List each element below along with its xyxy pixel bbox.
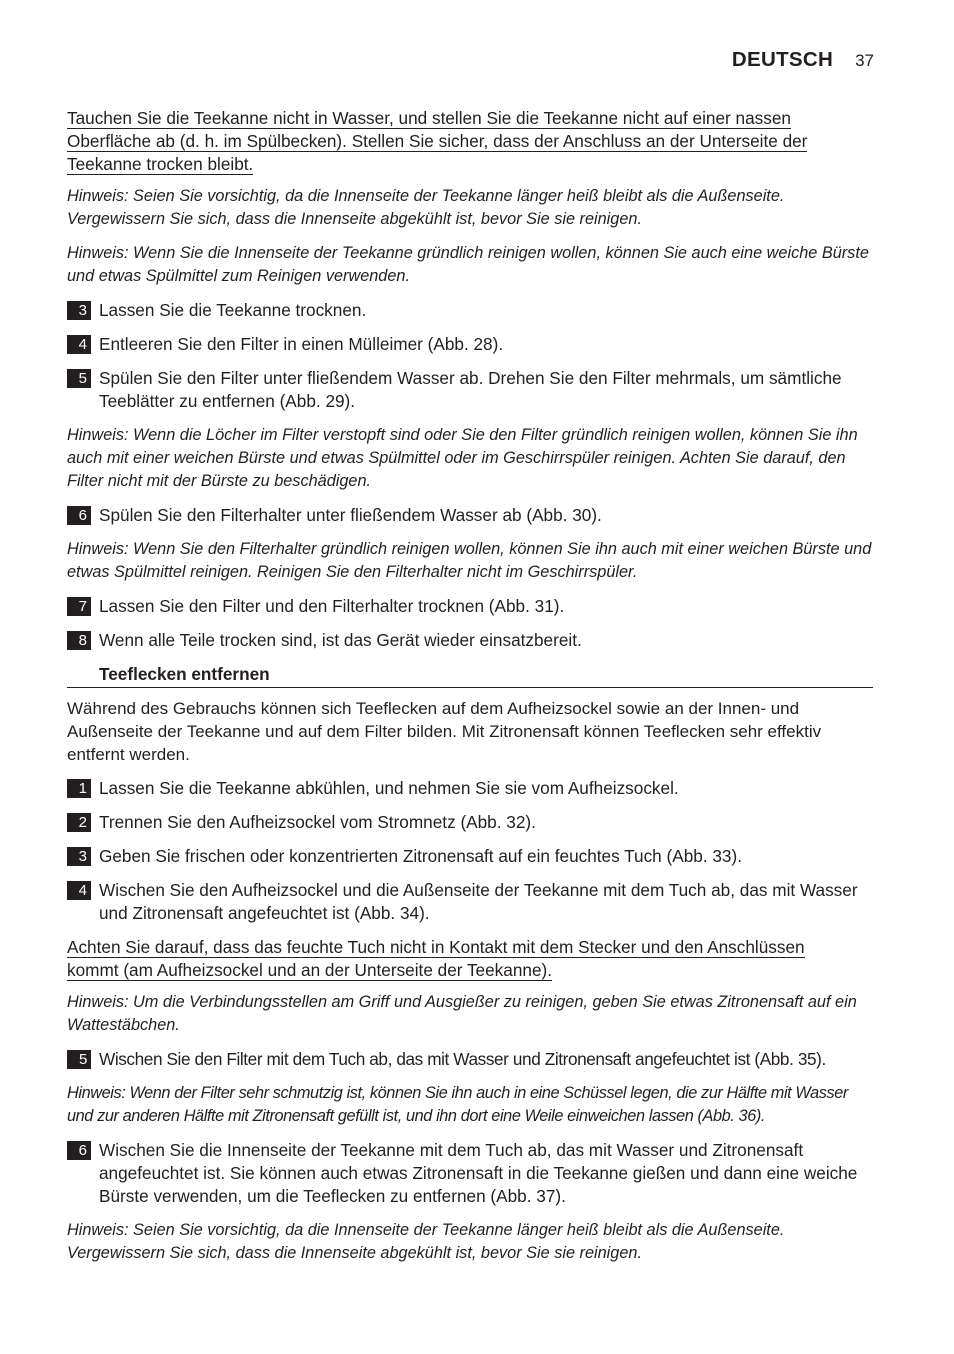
warning-line: kommt (am Aufheizsockel und an der Unterseite der Teekanne). <box>67 960 552 980</box>
step-number: 3 <box>67 301 91 320</box>
language-label: DEUTSCH <box>731 48 834 71</box>
step-number: 7 <box>67 597 91 616</box>
step-item <box>67 811 873 834</box>
step-text: Entleeren Sie den Filter in einen Mülleimer (Abb. 28). <box>99 334 504 354</box>
warning-line: Achten Sie darauf, dass das feuchte Tuch nicht in Kontakt mit dem Stecker und den Anschlüssen <box>67 937 805 957</box>
step-item <box>67 595 873 618</box>
step-text: Wenn alle Teile trocken sind, ist das Gerät wieder einsatzbereit. <box>99 630 582 650</box>
step-item <box>67 333 873 356</box>
step-number: 6 <box>67 506 91 525</box>
note-filter-clogged: Hinweis: Wenn die Löcher im Filter verstopft sind oder Sie den Filter gründlich reinigen wollen, können Sie ihn auch mit einer weichen Bürste und etwas Spülmittel oder im Geschirrspüler reinigen. Achten Sie darauf, den Filter nicht mit der Bürste zu beschädigen. <box>67 426 858 490</box>
page-header <box>732 48 874 72</box>
note-hot-interior-repeat: Hinweis: Seien Sie vorsichtig, da die Innenseite der Teekanne länger heiß bleibt als die Außenseite. Vergewissern Sie sich, dass die Innenseite abgekühlt ist, bevor Sie sie reinigen. <box>67 1221 785 1262</box>
step-number: 3 <box>67 847 91 866</box>
step-text: Wischen Sie die Innenseite der Teekanne mit dem Tuch ab, das mit Wasser und Zitronensaft angefeuchtet ist. Sie können auch etwas Zitronensaft in die Teekanne gießen und dann eine weiche Bürste verwenden, um die Teeflecken zu entfernen (Abb. 37). <box>99 1140 858 1206</box>
page-content <box>67 107 873 1276</box>
step-text: Lassen Sie den Filter und den Filterhalter trocknen (Abb. 31). <box>99 596 565 616</box>
warning-line: Tauchen Sie die Teekanne nicht in Wasser, und stellen Sie die Teekanne nicht auf einer nassen <box>67 108 791 128</box>
warning-cloth <box>67 936 873 982</box>
warning-line: Teekanne trocken bleibt. <box>67 154 254 174</box>
warning-line: Oberfläche ab (d. h. im Spülbecken). Stellen Sie sicher, dass der Anschluss an der Unterseite der <box>67 131 808 151</box>
step-item <box>67 777 873 800</box>
note-cotton-swab: Hinweis: Um die Verbindungsstellen am Griff und Ausgießer zu reinigen, geben Sie etwas Zitronensaft auf ein Wattestäbchen. <box>67 993 857 1034</box>
step-text: Wischen Sie den Filter mit dem Tuch ab, das mit Wasser und Zitronensaft angefeuchtet ist (Abb. 35). <box>99 1049 826 1069</box>
step-number: 4 <box>67 881 91 900</box>
step-text: Spülen Sie den Filter unter fließendem Wasser ab. Drehen Sie den Filter mehrmals, um sämtliche Teeblätter zu entfernen (Abb. 29). <box>99 368 842 411</box>
step-number: 1 <box>67 779 91 798</box>
step-number: 5 <box>67 369 91 388</box>
step-item <box>67 299 873 322</box>
section-heading: Teeflecken entfernen <box>67 663 873 688</box>
note-brush-interior: Hinweis: Wenn Sie die Innenseite der Teekanne gründlich reinigen wollen, können Sie auch eine weiche Bürste und etwas Spülmittel zum Reinigen verwenden. <box>67 244 869 285</box>
note-hot-interior: Hinweis: Seien Sie vorsichtig, da die Innenseite der Teekanne länger heiß bleibt als die Außenseite. Vergewissern Sie sich, dass die Innenseite abgekühlt ist, bevor Sie sie reinigen. <box>67 187 785 228</box>
step-number: 8 <box>67 631 91 650</box>
step-item <box>67 367 873 413</box>
step-text: Lassen Sie die Teekanne abkühlen, und nehmen Sie sie vom Aufheizsockel. <box>99 778 679 798</box>
step-item <box>67 504 873 527</box>
step-item <box>67 845 873 868</box>
step-text: Geben Sie frischen oder konzentrierten Zitronensaft auf ein feuchtes Tuch (Abb. 33). <box>99 846 742 866</box>
step-number: 2 <box>67 813 91 832</box>
warning-water <box>67 107 873 176</box>
step-text: Spülen Sie den Filterhalter unter fließendem Wasser ab (Abb. 30). <box>99 505 602 525</box>
step-number: 5 <box>67 1050 91 1069</box>
step-item <box>67 1139 873 1208</box>
section-intro: Während des Gebrauchs können sich Teeflecken auf dem Aufheizsockel sowie an der Innen- und Außenseite der Teekanne und auf dem Filter bilden. Mit Zitronensaft können Teeflecken sehr effektiv entfernt werden. <box>67 699 822 764</box>
note-filter-holder: Hinweis: Wenn Sie den Filterhalter gründlich reinigen wollen, können Sie ihn auch mit einer weichen Bürste und etwas Spülmittel reinigen. Reinigen Sie den Filterhalter nicht im Geschirrspüler. <box>67 540 872 581</box>
step-text: Trennen Sie den Aufheizsockel vom Stromnetz (Abb. 32). <box>99 812 536 832</box>
step-number: 4 <box>67 335 91 354</box>
step-item <box>67 1048 873 1071</box>
step-item <box>67 879 873 925</box>
step-text: Wischen Sie den Aufheizsockel und die Außenseite der Teekanne mit dem Tuch ab, das mit Wasser und Zitronensaft angefeuchtet ist (Abb. 34). <box>99 880 858 923</box>
page-number: 37 <box>855 51 874 70</box>
step-number: 6 <box>67 1141 91 1160</box>
note-soak-filter: Hinweis: Wenn der Filter sehr schmutzig ist, können Sie ihn auch in eine Schüssel legen, die zur Hälfte mit Wasser und zur anderen Hälfte mit Zitronensaft gefüllt ist, und ihn dort eine Weile einweichen lassen (Abb. 36). <box>67 1084 848 1125</box>
step-item <box>67 629 873 652</box>
step-text: Lassen Sie die Teekanne trocknen. <box>99 300 367 320</box>
